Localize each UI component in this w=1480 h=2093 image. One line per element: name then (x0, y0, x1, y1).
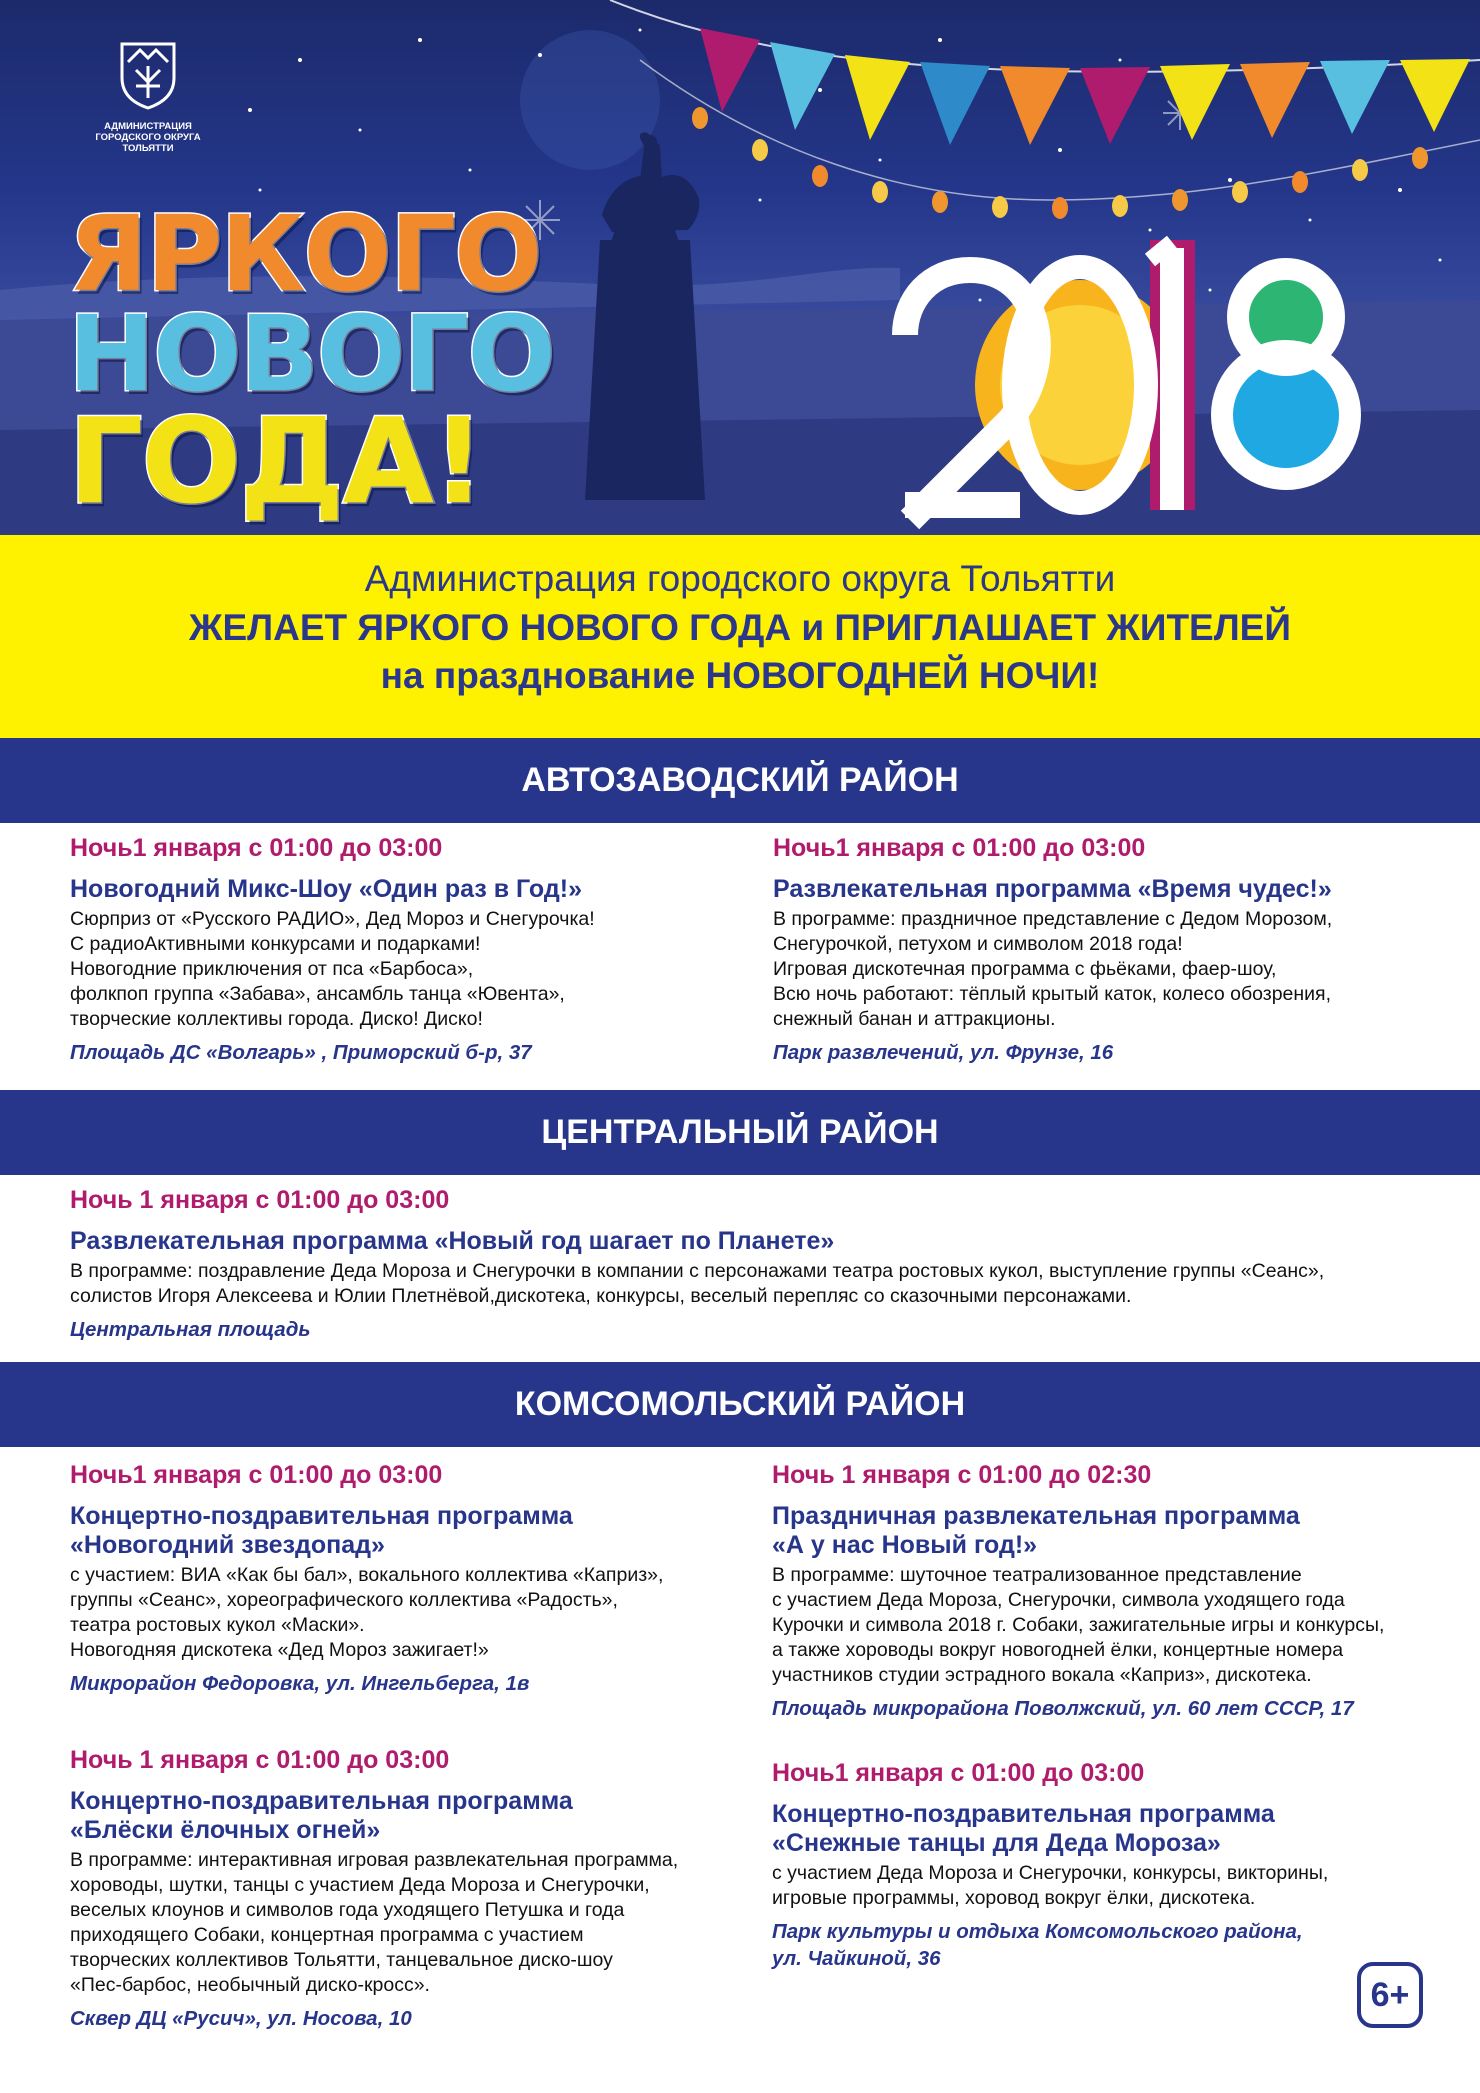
event-card-new-year-on-planet (70, 1185, 1460, 1343)
invitation-wish: ЖЕЛАЕТ ЯРКОГО НОВОГО ГОДА и ПРИГЛАШАЕТ ЖИТЕЛЕЙ (189, 607, 1291, 648)
event-time: Ночь 1 января с 01:00 до 03:00 (70, 1186, 450, 1214)
event-card-mix-show (70, 833, 750, 1066)
event-time: Ночь 1 января с 01:00 до 03:00 (70, 1746, 450, 1774)
event-description: Сюрприз от «Русского РАДИО», Дед Мороз и Снегурочка! С радиоАктивными конкурсами и подарками! Новогодние приключения от пса «Барбоса», фолкпоп группа «Забава», ансамбль танца «Ювента», творческие коллективы города. Диско! Диско! (70, 908, 595, 1030)
event-description: В программе: праздничное представление с Дедом Морозом, Снегурочкой, петухом и символом 2018 года! Игровая дискотечная программа с фьёками, фаер-шоу, Всю ночь работают: тёплый крытый каток, колесо обозрения, снежный банан и аттракционы. (773, 908, 1333, 1030)
event-location: Центральная площадь (70, 1318, 311, 1341)
event-card-we-have-new-year (772, 1460, 1462, 1722)
headline-line-1: ЯРКОГО (68, 193, 541, 315)
event-card-starfall (70, 1460, 750, 1697)
city-administration-logo (78, 40, 218, 154)
event-description: В программе: шуточное театрализованное представление с участием Деда Мороза, Снегурочки, символа уходящего года Курочки и символа 2018 г. Собаки, зажигательные игры и конкурсы, а также хороводы вокруг новогодней ёлки, концертные номера участников студии эстрадного вокала «Каприз», дискотека. (772, 1564, 1385, 1686)
district-header-komsomolsky (0, 1362, 1480, 1447)
district-title: АВТОЗАВОДСКИЙ РАЙОН (521, 761, 959, 799)
event-title: Развлекательная программа «Время чудес!» (773, 875, 1332, 903)
event-location: Парк культуры и отдыха Комсомольского района, ул. Чайкиной, 36 (772, 1920, 1303, 1970)
event-description: с участием: ВИА «Как бы бал», вокального коллектива «Каприз», группы «Сеанс», хореографического коллектива «Радость», театра ростовых кукол «Маски». Новогодняя дискотека «Дед Мороз зажигает!» (70, 1564, 664, 1661)
event-description: В программе: поздравление Деда Мороза и Снегурочки в компании с персонажами театра ростовых кукол, выступление группы «Сеанс», солистов Игоря Алексеева и Юлии Плетнёвой,дискотека, конкурсы, веселый перепляс со сказочными персонажами. (70, 1260, 1325, 1307)
event-time: Ночь1 января с 01:00 до 03:00 (70, 1461, 443, 1489)
event-time: Ночь 1 января с 01:00 до 02:30 (772, 1461, 1152, 1489)
event-location: Сквер ДЦ «Русич», ул. Носова, 10 (70, 2007, 412, 2030)
event-card-tree-lights (70, 1745, 750, 2032)
event-title: Праздничная развлекательная программа «А у нас Новый год!» (772, 1502, 1300, 1559)
invitation-organization: Администрация городского округа Тольятти (364, 558, 1116, 599)
district-title: КОМСОМОЛЬСКИЙ РАЙОН (514, 1385, 966, 1423)
event-title: Новогодний Микс-Шоу «Один раз в Год!» (70, 875, 582, 903)
logo-caption: АДМИНИСТРАЦИЯ ГОРОДСКОГО ОКРУГА ТОЛЬЯТТИ (95, 121, 201, 154)
headline-line-2: НОВОГО (68, 292, 554, 415)
event-title: Развлекательная программа «Новый год шагает по Планете» (70, 1227, 835, 1255)
event-description: В программе: интерактивная игровая развлекательная программа, хороводы, шутки, танцы с участием Деда Мороза и Снегурочки, веселых клоунов и символов года уходящего Петушка и года приходящего Собаки, концертная программа с участием творческих коллективов Тольятти, танцевальное диско-шоу «Пес-барбос, необычный диско-кросс». (70, 1849, 679, 1996)
invitation-call: на празднование НОВОГОДНЕЙ НОЧИ! (380, 655, 1100, 696)
headline-line-3: ГОДА! (68, 391, 484, 530)
district-header-avtozavodsky (0, 738, 1480, 823)
district-header-central (0, 1090, 1480, 1175)
event-title: Концертно-поздравительная программа «Новогодний звездопад» (70, 1502, 573, 1559)
event-time: Ночь1 января с 01:00 до 03:00 (772, 1759, 1145, 1787)
event-location: Микрорайон Федоровка, ул. Ингельберга, 1в (70, 1672, 530, 1695)
event-time: Ночь1 января с 01:00 до 03:00 (773, 834, 1146, 862)
event-location: Площадь микрорайона Поволжский, ул. 60 лет СССР, 17 (772, 1697, 1354, 1720)
event-time: Ночь1 января с 01:00 до 03:00 (70, 834, 443, 862)
district-title: ЦЕНТРАЛЬНЫЙ РАЙОН (541, 1113, 939, 1151)
event-location: Площадь ДС «Волгарь» , Приморский б-р, 37 (70, 1041, 532, 1064)
event-card-snow-dances (772, 1758, 1462, 1972)
event-description: с участием Деда Мороза и Снегурочки, конкурсы, викторины, игровые программы, хоровод вокруг ёлки, дискотека. (772, 1862, 1329, 1909)
event-title: Концертно-поздравительная программа «Блёски ёлочных огней» (70, 1787, 573, 1844)
event-card-time-of-miracles (773, 833, 1463, 1066)
invitation-band (0, 535, 1480, 745)
garland-flags (700, 28, 1470, 145)
age-rating-badge: 6+ (1357, 1962, 1423, 2028)
event-location: Парк развлечений, ул. Фрунзе, 16 (773, 1041, 1114, 1064)
monument-silhouette (585, 132, 705, 500)
coat-of-arms-icon (118, 40, 178, 110)
event-title: Концертно-поздравительная программа «Снежные танцы для Деда Мороза» (772, 1800, 1275, 1857)
light-bulbs (692, 107, 1428, 219)
banner-headline (68, 193, 554, 530)
hero-banner (0, 0, 1480, 535)
